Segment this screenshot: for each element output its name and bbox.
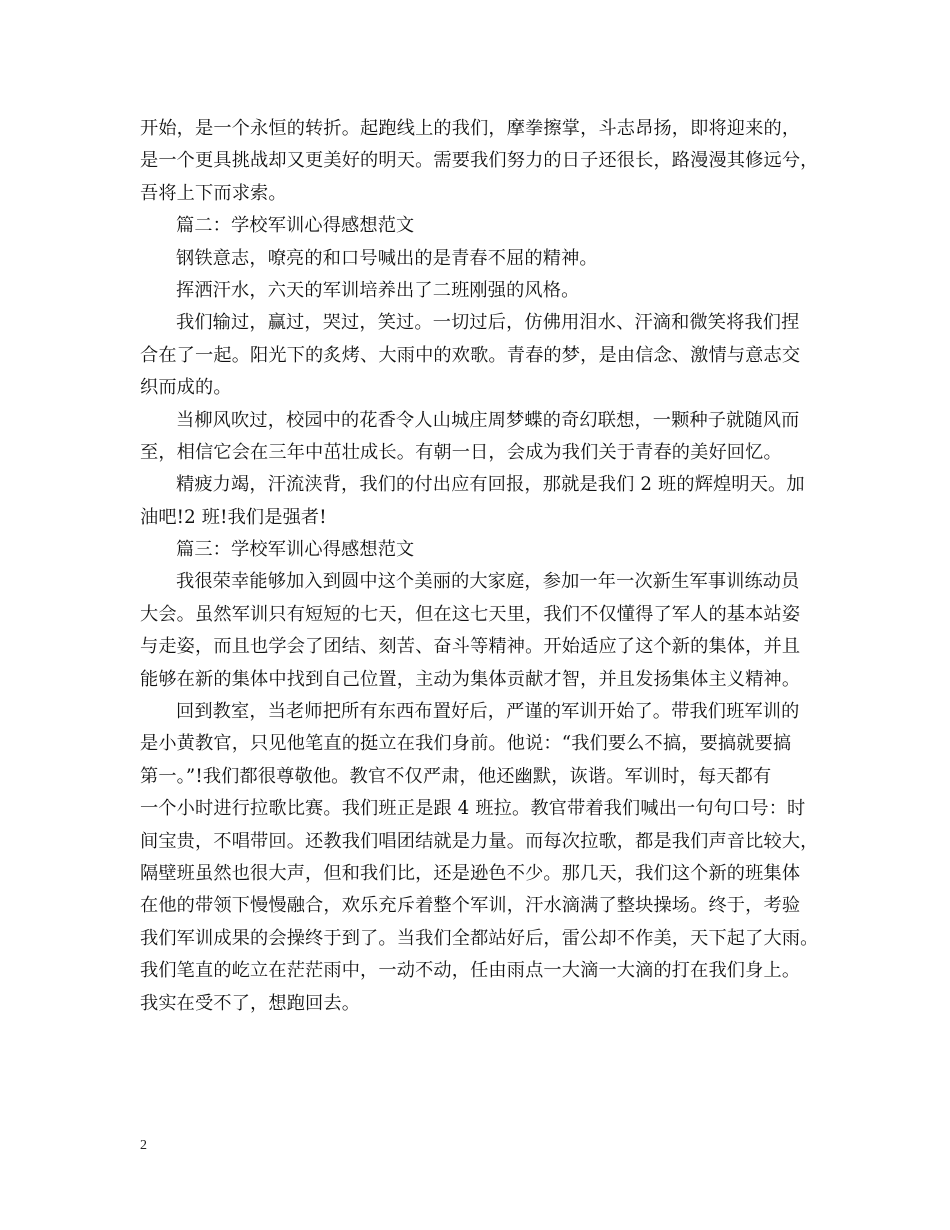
text-line: 回到教室，当老师把所有东西布置好后，严谨的军训开始了。带我们班军训的 xyxy=(176,701,800,723)
document-body xyxy=(140,113,830,1020)
text-line: 大会。虽然军训只有短短的七天，但在这七天里，我们不仅懂得了军人的基本站姿 xyxy=(140,603,801,625)
text-line: 第一。”!我们都很尊敬他。教官不仅严肃，他还幽默，诙谐。军训时，每天都有 xyxy=(140,765,772,787)
text-line: 我们笔直的屹立在茫茫雨中，一动不动，任由雨点一大滴一大滴的打在我们身上。 xyxy=(140,960,801,982)
text-line: 精疲力竭，汗流浃背，我们的付出应有回报，那就是我们 2 班的辉煌明天。加 xyxy=(176,474,805,496)
text-line: 当柳风吹过，校园中的花香令人山城庄周梦蝶的奇幻联想，一颗种子就随风而 xyxy=(176,409,800,431)
text-line: 织而成的。 xyxy=(140,377,232,399)
text-line: 吾将上下而求索。 xyxy=(140,182,287,204)
text-line: 篇三：学校军训心得感想范文 xyxy=(176,539,415,561)
text-line: 我们输过，赢过，哭过，笑过。一切过后，仿佛用泪水、汗滴和微笑将我们捏 xyxy=(176,312,800,334)
text-line: 隔壁班虽然也很大声，但和我们比，还是逊色不少。那几天，我们这个新的班集体 xyxy=(140,862,801,884)
text-line: 开始，是一个永恒的转折。起跑线上的我们，摩拳擦掌，斗志昂扬，即将迎来的， xyxy=(140,118,801,139)
text-line: 我很荣幸能够加入到圆中这个美丽的大家庭，参加一年一次新生军事训练动员 xyxy=(176,571,800,593)
text-line: 篇二：学校军训心得感想范文 xyxy=(176,215,415,237)
text-line: 与走姿，而且也学会了团结、刻苦、奋斗等精神。开始适应了这个新的集体，并且 xyxy=(140,636,801,658)
text-line: 我实在受不了，想跑回去。 xyxy=(140,992,361,1014)
text-line: 钢铁意志，嘹亮的和口号喊出的是青春不屈的精神。 xyxy=(176,247,598,269)
text-line: 是一个更具挑战却又更美好的明天。需要我们努力的日子还很长，路漫漫其修远兮， xyxy=(140,150,819,172)
text-line: 合在了一起。阳光下的炙烤、大雨中的欢歌。青春的梦，是由信念、激情与意志交 xyxy=(140,344,801,366)
text-line: 我们军训成果的会操终于到了。当我们全都站好后，雷公却不作美，天下起了大雨。 xyxy=(140,927,819,949)
text-line: 是小黄教官，只见他笔直的挺立在我们身前。他说：“我们要么不搞，要搞就要搞 xyxy=(140,733,792,755)
text-line: 一个小时进行拉歌比赛。我们班正是跟 4 班拉。教官带着我们喊出一句句口号：时 xyxy=(140,798,806,820)
text-line: 挥洒汗水，六天的军训培养出了二班刚强的风格。 xyxy=(176,279,580,301)
text-line: 至，相信它会在三年中茁壮成长。有朝一日，会成为我们关于青春的美好回忆。 xyxy=(140,441,782,463)
text-line: 间宝贵，不唱带回。还教我们唱团结就是力量。而每次拉歌，都是我们声音比较大， xyxy=(140,830,819,852)
text-line: 油吧!2 班!我们是强者! xyxy=(140,506,327,528)
page-number: 2 xyxy=(140,1138,147,1153)
text-line: 在他的带领下慢慢融合，欢乐充斥着整个军训，汗水滴满了整块操场。终于，考验 xyxy=(140,895,801,917)
text-line: 能够在新的集体中找到自己位置，主动为集体贡献才智，并且发扬集体主义精神。 xyxy=(140,668,801,690)
